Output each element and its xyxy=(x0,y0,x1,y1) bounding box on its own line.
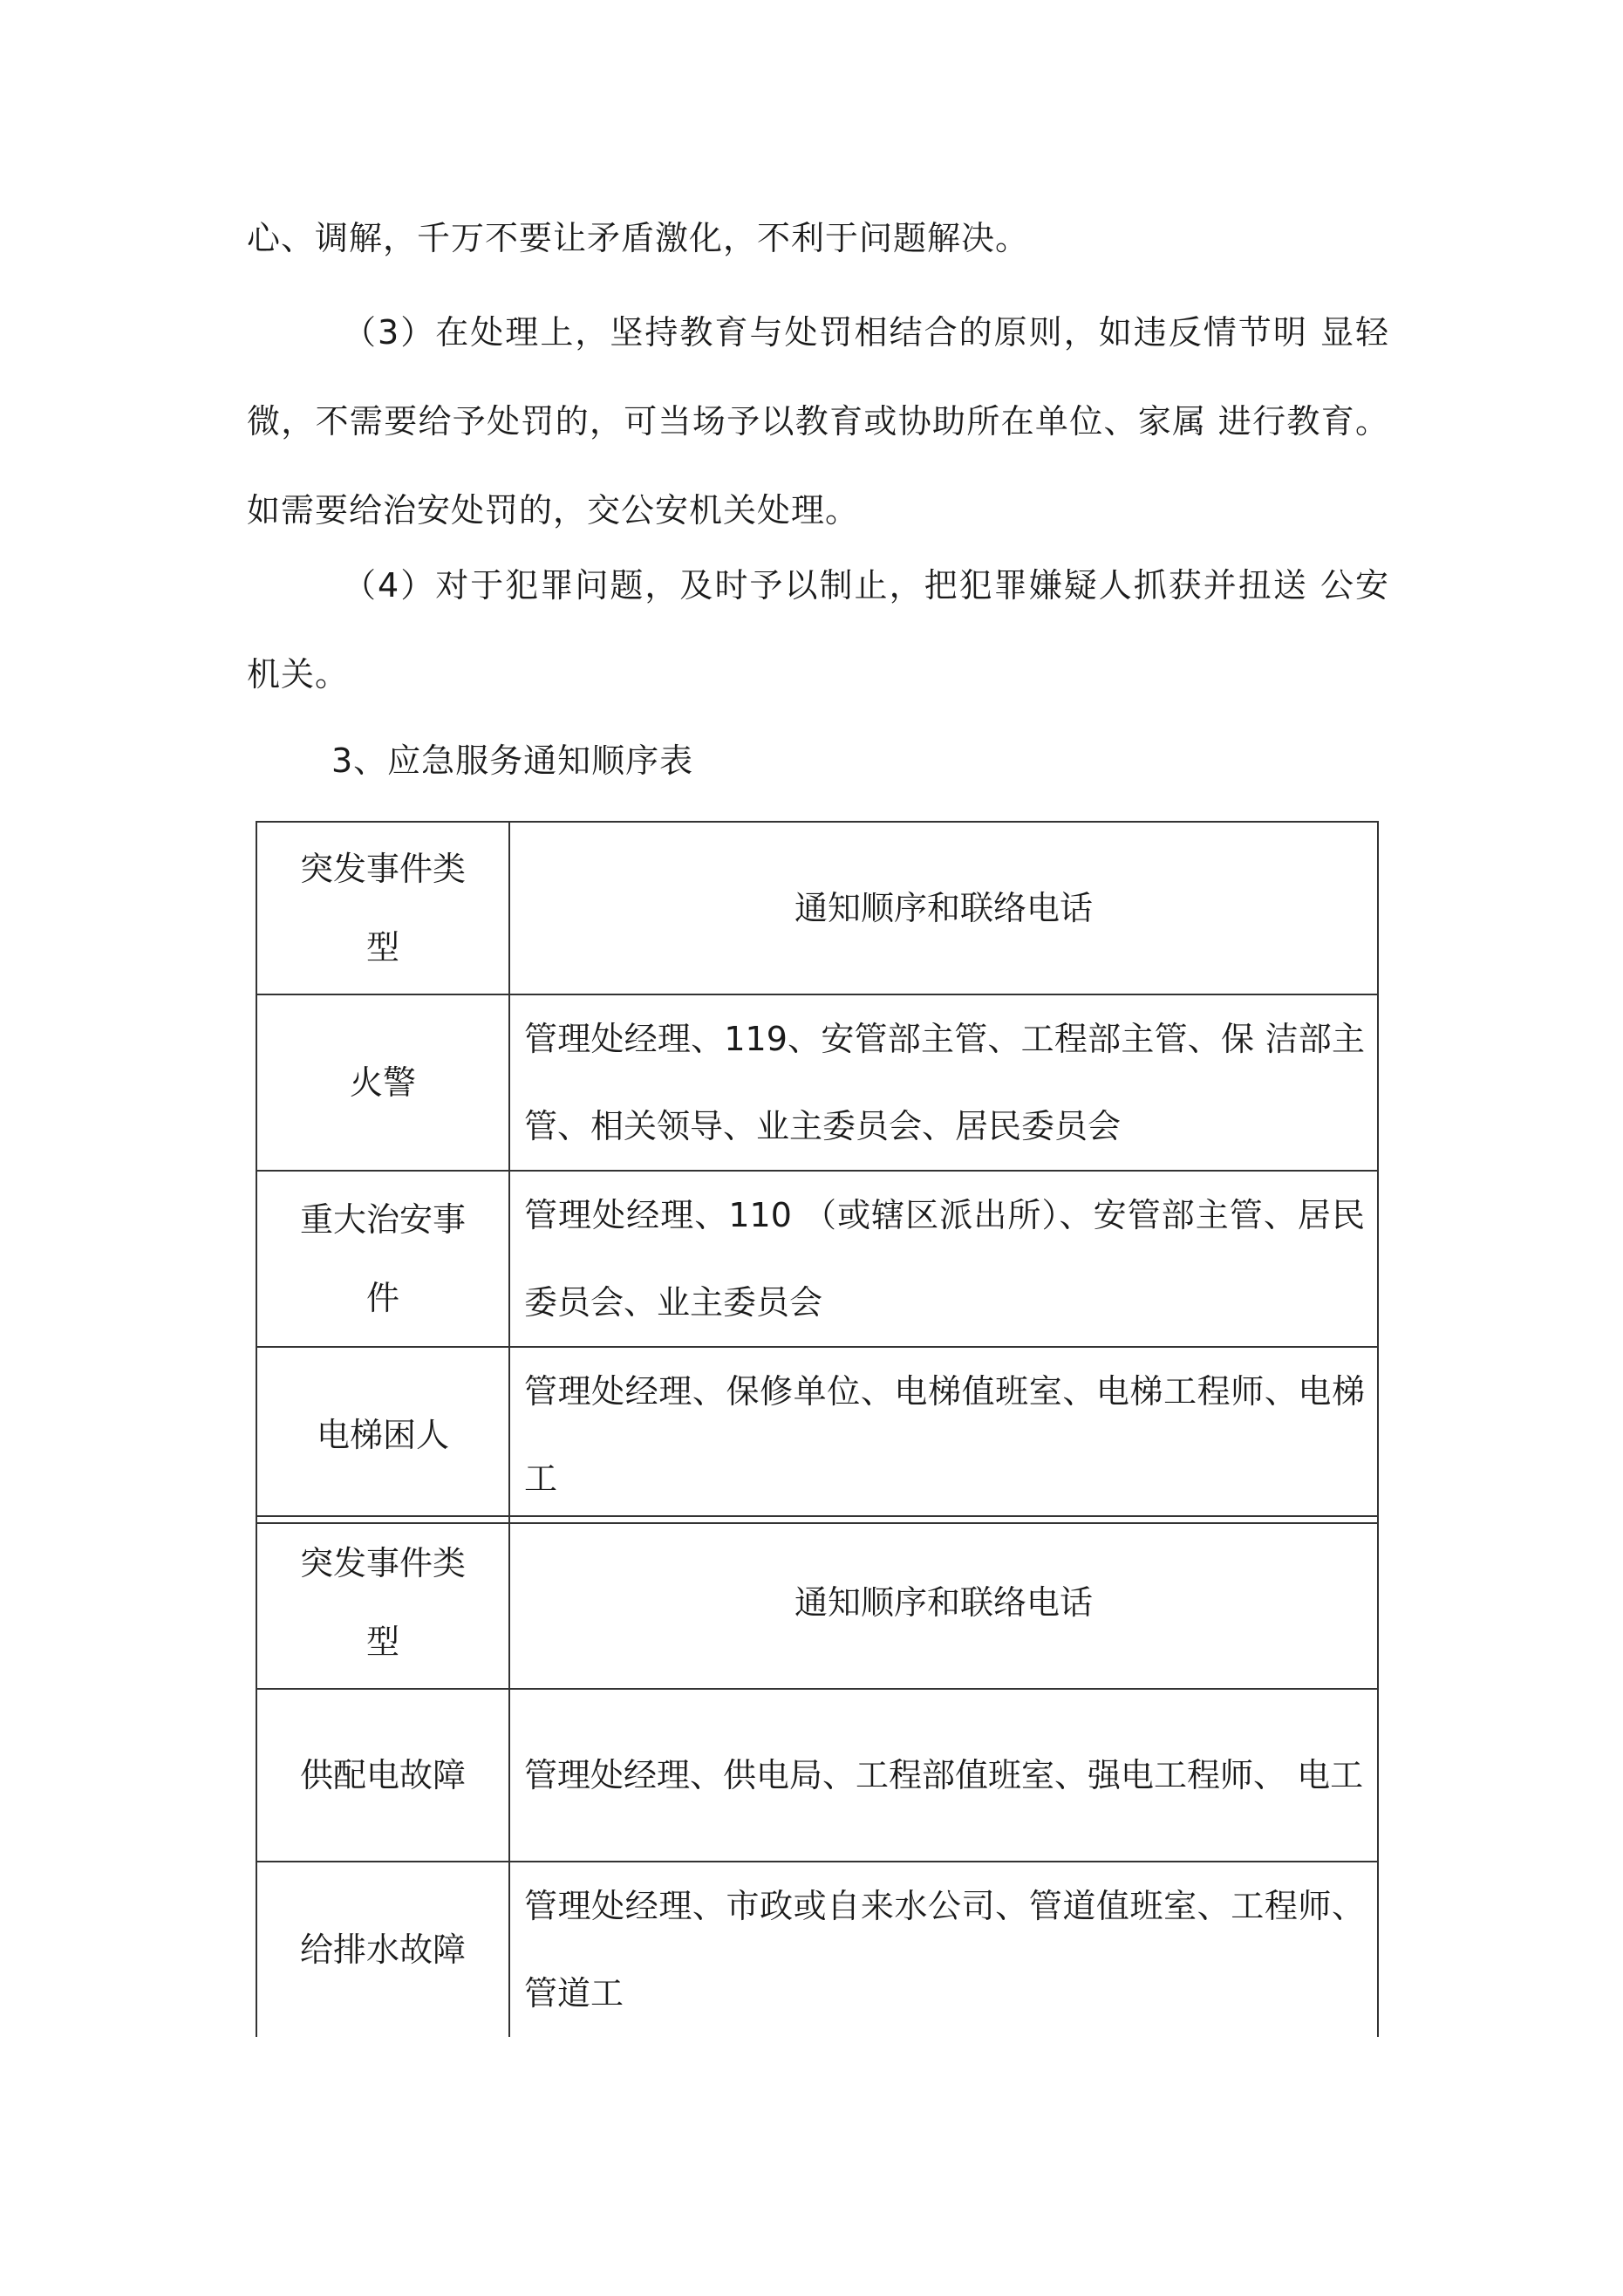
sequence-cell: 管理处经理、110 （或辖区派出所）、安管部主管、居民委员会、业主委员会 xyxy=(509,1171,1378,1347)
paragraph-continuation: 心、调解，千万不要让矛盾激化，不利于问题解决。 xyxy=(247,219,1030,257)
sequence-cell: 管理处经理、市政或自来水公司、管道值班室、工程师、管道工 xyxy=(509,1862,1378,2037)
event-type-line1: 重大治安事 xyxy=(299,1200,466,1239)
table-row xyxy=(256,1862,1378,2037)
table-row xyxy=(256,1171,1378,1347)
header-event-type-cell xyxy=(256,822,509,994)
header-event-type-line2: 型 xyxy=(365,1623,399,1661)
paragraph-item-4: （4）对于犯罪问题，及时予以制止，把犯罪嫌疑人抓获并扭送 公安机关。 xyxy=(247,566,1389,694)
sequence-cell: 管理处经理、供电局、工程部值班室、强电工程师、 电工 xyxy=(509,1689,1378,1862)
header-event-type-line1: 突发事件类 xyxy=(299,1544,466,1582)
header-sequence-cell: 通知顺序和联络电话 xyxy=(509,822,1378,994)
header-event-type-line2: 型 xyxy=(365,928,399,967)
header-event-type-cell xyxy=(256,1516,509,1689)
section-heading: 3、应急服务通知顺序表 xyxy=(331,741,694,780)
paragraph-item-3: （3）在处理上，坚持教育与处罚相结合的原则，如违反情节明 显轻微，不需要给予处罚的，可当场予以教育或协助所在单位、家属 进行教育。如需要给治安处罚的，交公安机关处理。 xyxy=(247,313,1389,530)
sequence-cell: 管理处经理、保修单位、电梯值班室、电梯工程师、电梯工 xyxy=(509,1347,1378,1523)
header-event-type-line1: 突发事件类 xyxy=(299,850,466,888)
event-type-cell: 供配电故障 xyxy=(256,1689,509,1862)
event-type-cell: 火警 xyxy=(256,994,509,1171)
event-type-cell: 给排水故障 xyxy=(256,1862,509,2037)
event-type-line2: 件 xyxy=(365,1279,399,1317)
table-row xyxy=(256,1689,1378,1862)
table-header-row xyxy=(256,822,1378,994)
sequence-cell: 管理处经理、119、安管部主管、工程部主管、保 洁部主管、相关领导、业主委员会、居民委员会 xyxy=(509,994,1378,1171)
notification-table-part-1 xyxy=(256,821,1379,1524)
table-row xyxy=(256,994,1378,1171)
table-row xyxy=(256,1347,1378,1523)
header-sequence-cell: 通知顺序和联络电话 xyxy=(509,1516,1378,1689)
notification-table-part-2 xyxy=(256,1515,1379,2037)
event-type-cell xyxy=(256,1171,509,1347)
event-type-cell: 电梯困人 xyxy=(256,1347,509,1523)
table-header-row xyxy=(256,1516,1378,1689)
